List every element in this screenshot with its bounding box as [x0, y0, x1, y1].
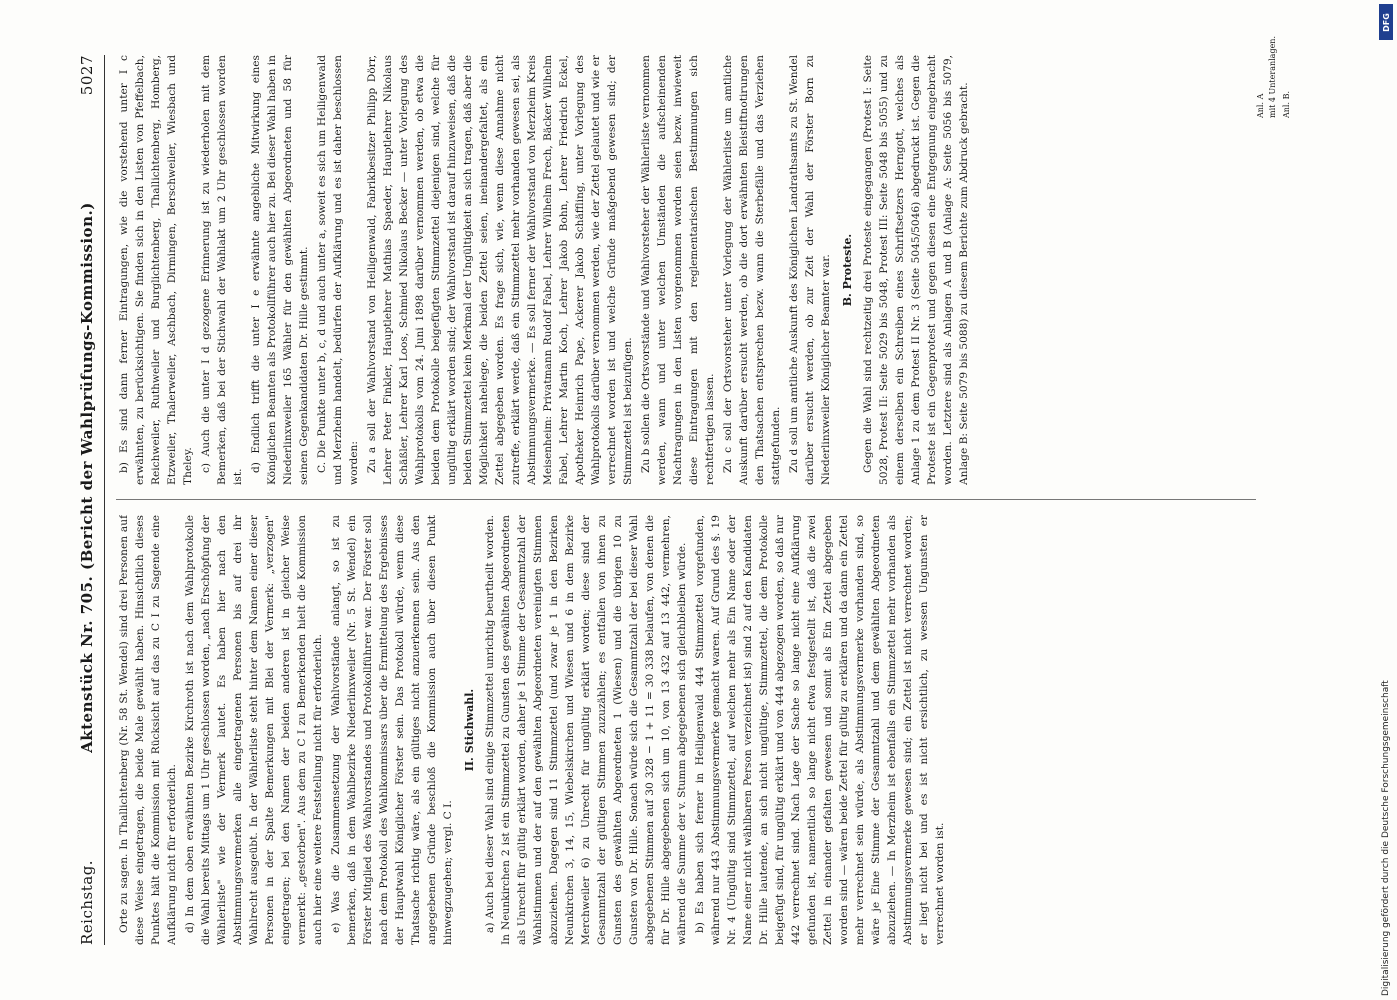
page-number: 5027 — [78, 55, 96, 96]
paragraph: d) Endlich trifft die unter I e erwähnte angebliche Mitwirkung eines Königlichen Beamten als Protokollführer auch hier zu. Bei dieser Wahl haben in Niederlinxweiler 165 Wähler für den gewählten Abgeordneten und 58 für seinen Gegenkandidaten Dr. Hille gestimmt. — [250, 55, 310, 485]
column-divider — [116, 499, 1256, 500]
paragraph: Zu a soll der Wahlvorstand von Heiligenwald, Fabrikbesitzer Philipp Dörr, Lehrer Peter Finkler, Hauptlehrer Mathias Spaeder, Hauptlehrer Nikolaus Schäßler, Lehrer Karl Loos, Schmied Nikolaus Becker — unter Vorlegung des Wahlprotokolls vom 24. Juni 1898 darüber vernommen werden, ob etwa die beiden dem Protokolle beigefügten Stimmzettel diejenigen sind, welche für ungültig erklärt worden sind; der Wahlvorstand ist darauf hinzuweisen, daß die beiden Stimmzettel kein Merkmal der Ungültigkeit an sich tragen, daß aber die Möglichkeit naheliege, die beiden Zettel seien, ineinandergefaltet, als ein Zettel abgegeben worden. Es frage sich, wie, wenn diese Annahme nicht zutreffe, erklärt werde, daß ein Stimmzettel mehr vorhanden gewesen sei, als Abstimmungsvermerke. — Es soll ferner der Wahlvorstand von Merzheim Kreis Meisenheim: Privatmann Rudolf Fabel, Lehrer Wilhelm Frech, Bäcker Wilhelm Fabel, Lehrer Martin Koch, Lehrer Jakob Bohn, Lehrer Friedrich Eckel, Apotheker Heinrich Pape, Ackerer Jakob Schäffling, unter Vorlegung des Wahlprotokolls darüber vernommen werden, wie der Zettel gelautet und wie er verrechnet worden ist und welche Gründe maßgebend gewesen sind; der Stimmzettel ist beizufügen. — [366, 55, 634, 485]
paragraph: c) Auch die unter I d gezogene Erinnerung ist zu wiederholen mit dem Bemerken, daß bei der Stichwahl der Wahlakt um 2 Uhr geschlossen worden ist. — [200, 55, 244, 485]
paragraph: Zu d soll um amtliche Auskunft des Königlichen Landrathsamts zu St. Wendel darüber ersucht werden, ob zur Zeit der Wahl der Förster Born zu Niederlinxweiler Königlicher Beamter war. — [788, 55, 832, 485]
dfg-logo: DFG — [1379, 4, 1393, 40]
margin-note: Anl. A — [1256, 93, 1265, 118]
section-heading: II. Stichwahl. — [463, 688, 476, 772]
paragraph: b) Es sind dann ferner Eintragungen, wie die vorstehend unter I c erwähnten, zu berücksichtigen. Sie finden sich in den Listen von Pfeffelbach, Reichweiler, Ruthweiler und Burglichtenberg, Thallichtenberg, Homberg, Etzweiler, Thalerweiler, Aschbach, Dirmingen, Berschweiler, Wiesbach und Theley. — [118, 55, 194, 485]
page-header — [70, 55, 105, 945]
paragraph: Zu b sollen die Ortsvorstände und Wahlvorsteher der Wählerliste vernommen werden, wann und unter welchen Umständen die aufscheinenden Nachtragungen in den Listen vorgenommen worden seien bezw. inwieweit diese Eintragungen mit den reglementarischen Bestimmungen sich rechtfertigen lassen. — [640, 55, 716, 485]
section-heading: B. Proteste. — [841, 233, 854, 307]
paragraph: Zu c soll der Ortsvorsteher unter Vorlegung der Wählerliste um amtliche Auskunft darüber ersucht werden, ob die dort erwähnten Bleistiftnotirungen den Thatsachen entsprechen bezw. wann die Sterbefälle und das Verziehen stattgefunden. — [722, 55, 782, 485]
right-column — [116, 55, 1266, 485]
paragraph: Orte zu sagen. In Thallichtenberg (Nr. 58 St. Wendel) sind drei Personen auf diese Weise eingetragen, die beide Male gewählt haben. Hinsichtlich dieses Punktes hält die Kommission mit Rücksicht auf das zu C I zu Sagende eine Aufklärung nicht für erforderlich. — [118, 515, 178, 945]
margin-note: mit 4 Unteranlagen. — [1268, 35, 1277, 118]
paragraph: C. Die Punkte unter b, c, d und auch unter a, soweit es sich um Heiligenwald und Merzheim handelt, bedürfen der Aufklärung und es ist daher beschlossen worden: — [316, 55, 360, 485]
rotated-page-content — [70, 55, 1280, 945]
paragraph: b) Es haben sich ferner in Heiligenwald 444 Stimmzettel vorgefunden, während nur 443 Abstimmungsvermerke gemacht waren. Auf Grund des §. 19 Nr. 4 (Ungültig sind Stimmzettel, auf welchen mehr als Ein Name oder der Name einer nicht wählbaren Person verzeichnet ist) sind 2 auf den Kandidaten Dr. Hille lautende, an sich nicht ungültige, Stimmzettel, die dem Protokolle beigefügt sind, für ungültig erklärt und von 444 abgezogen worden, so daß nur 442 verrechnet sind. Nach Lage der Sache so lange nicht eine Aufklärung gefunden ist, namentlich so lange nicht etwa festgestellt ist, daß die zwei Zettel in einander gefalten gewesen und somit als Ein Zettel abgegeben worden sind — wären beide Zettel für gültig zu erklären und da dann ein Zettel mehr verrechnet sein würde, als Abstimmungsvermerke vorhanden sind, so wäre je Eine Stimme der Gesammtzahl und dem gewählten Abgeordneten abzuziehen. — In Merzheim ist ebenfalls ein Stimmzettel mehr vorhanden als Abstimmungsvermerke gewesen sind; ein Zettel ist nicht verrechnet worden; er liegt nicht bei und es ist nicht ersichtlich, zu wessen Ungunsten er verrechnet worden ist. — [694, 515, 946, 945]
credit-text: Digitalisierung gefördert durch die Deutsche Forschungsgemeinschaft — [1381, 680, 1391, 996]
paragraph: d) In dem oben erwähnten Bezirke Kirchroth ist nach dem Wahlprotokolle die Wahl bereits Mittags um 1 Uhr geschlossen worden, „nach Erschöpfung der Wählerliste" wie der Vermerk lautet. Es haben hier nach den Abstimmungsvermerken alle eingetragenen Personen bis auf drei ihr Wahlrecht ausgeübt. In der Wählerliste steht hinter dem Namen einer dieser Personen in der Spalte Bemerkungen mit Blei der Vermerk: „verzogen" eingetragen; bei den Namen der beiden anderen ist in gleicher Weise vermerkt: „gestorben". Aus dem zu C I zu Bemerkenden hielt die Kommission auch hier eine weitere Feststellung nicht für erforderlich. — [184, 515, 324, 945]
margin-note: Anl. B. — [1282, 91, 1291, 118]
header-left: Reichstag. — [78, 859, 96, 945]
digitization-credit — [1376, 6, 1392, 996]
paragraph: Gegen die Wahl sind rechtzeitig drei Proteste eingegangen (Protest I: Seite 5028, Protest II: Seite 5029 bis 5048, Protest III: Seite 5048 bis 5055) und zu einem derselben ein Schreiben eines Schriftsetzers Herngott, welches als Anlage 1 zu dem Protest II Nr. 3 (Seite 5045/5046) abgedruckt ist. Gegen die Proteste ist ein Gegenprotest und gegen diesen eine Entgegnung eingebracht worden. Letztere sind als Anlagen A und B (Anlage A: Seite 5056 bis 5079, Anlage B: Seite 5079 bis 5088) zu diesem Berichte zum Abdruck gebracht. — [862, 55, 970, 485]
paragraph: a) Auch bei dieser Wahl sind einige Stimmzettel unrichtig beurtheilt worden. In Neunkirchen 2 ist ein Stimmzettel zu Gunsten des gewählten Abgeordneten als Unrecht für gültig erklärt worden, daher je 1 Stimme der Gesammtzahl der Wahlstimmen und der auf den gewählten Abgeordneten vereinigten Stimmen abzuziehen. Dagegen sind 11 Stimmzettel (und zwar je 1 in den Bezirken Neunkirchen 3, 14, 15, Wiebelskirchen und Wiesen und 6 in dem Bezirke Merchweiler 6) zu Unrecht für ungültig erklärt worden; diese sind der Gesammtzahl der gültigen Stimmen zuzuzählen; es entfallen von ihnen zu Gunsten des gewählten Abgeordneten 1 (Wiesen) und die übrigen 10 zu Gunsten von Dr. Hille. Sonach würde sich die Gesammtzahl der bei dieser Wahl abgegebenen Stimmen auf 30 328 − 1 + 11 = 30 338 belaufen, von denen die für Dr. Hille abgegebenen sich um 10, von 13 432 auf 13 442, vermehren, während die Summe der v. Stumm abgegebenen sich gleichbleiben würde. — [484, 515, 688, 945]
margin-notes — [1248, 35, 1294, 120]
header-title: Aktenstück Nr. 705. (Bericht der Wahlprüfungs-Kommission.) — [78, 202, 96, 753]
left-column — [116, 515, 1266, 945]
paragraph: e) Was die Zusammensetzung der Wahlvorstände anlangt, so ist zu bemerken, daß in dem Wahlbezirke Niederlinxweiler (Nr. 5 St. Wendel) ein Förster Mitglied des Wahlvorstandes und Protokollführer war. Der Förster soll nach dem Protokoll des Wahlkommissars über die Ermittelung des Ergebnisses der Hauptwahl Königlicher Förster sein. Das Protokoll würde, wenn diese Thatsache richtig wäre, als ein gültiges nicht anzuerkennen sein. Aus den angegebenen Gründe beschloß die Kommission auch über diesen Punkt hinwegzugehen; vergl. C I. — [330, 515, 454, 945]
